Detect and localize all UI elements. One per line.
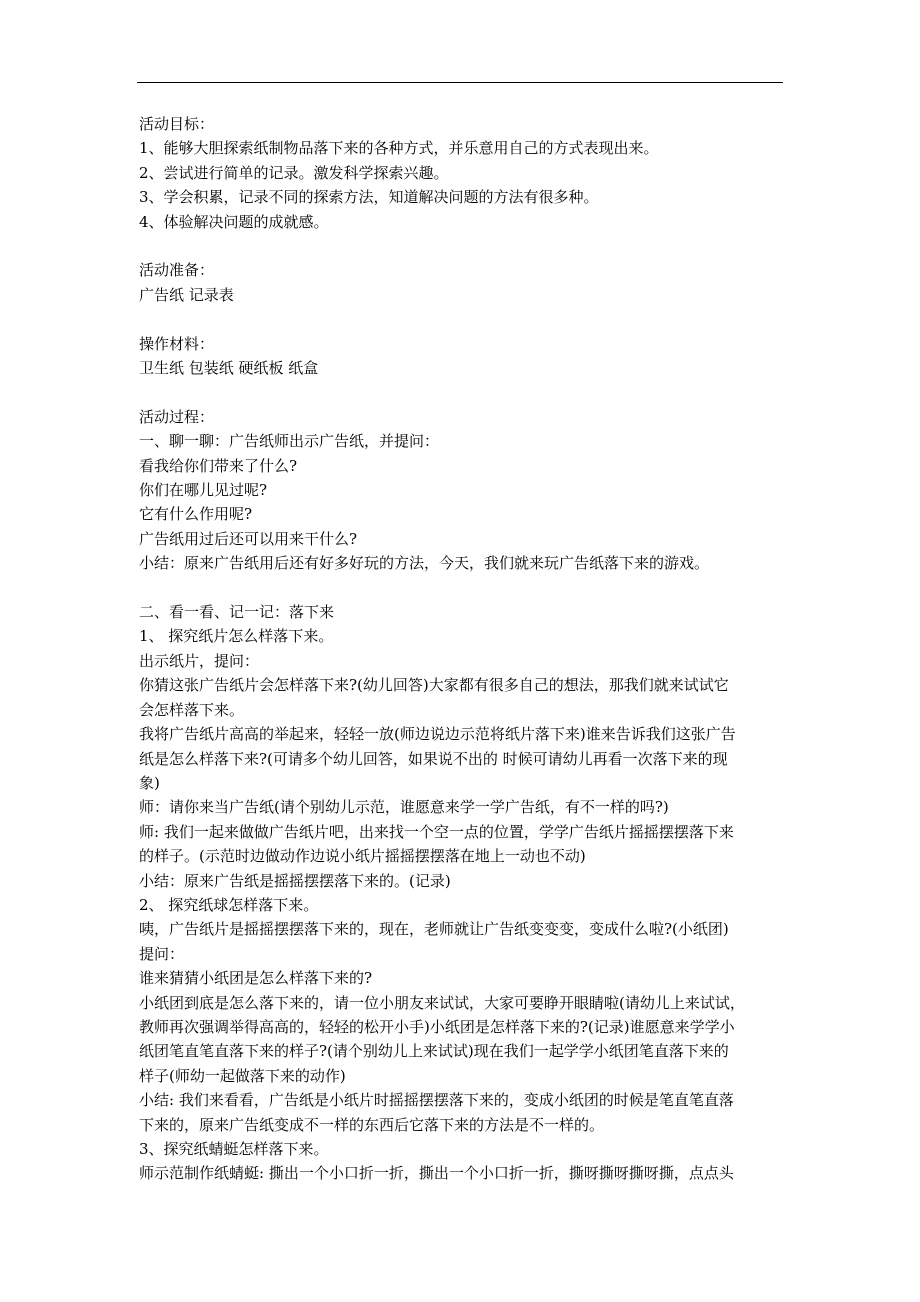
text-line: 1、 探究纸片怎么样落下来。 xyxy=(139,627,334,646)
text-line: 师示范制作纸蜻蜓: 撕出一个小口折一折，撕出一个小口折一折，撕呀撕呀撕呀撕，点点头 xyxy=(139,1164,734,1183)
text-line: 谁来猜猜小纸团是怎么样落下来的? xyxy=(139,969,373,988)
text-line: 提问： xyxy=(139,944,185,963)
text-line: 小结：原来广告纸是摇摇摆摆落下来的。(记录) xyxy=(139,871,451,890)
text-line: 纸是怎么样落下来?(可请多个幼儿回答，如果说不出的 时候可请幼儿再看一次落下来的现 xyxy=(139,749,728,768)
text-line: 小结: 我们来看看，广告纸是小纸片时摇摇摆摆落下来的，变成小纸团的时候是笔直笔直落 xyxy=(139,1091,734,1110)
text-line: 你们在哪儿见过呢? xyxy=(139,481,268,500)
text-line: 师：请你来当广告纸(请个别幼儿示范，谁愿意来学一学广告纸，有不一样的吗?) xyxy=(139,798,669,817)
text-line: 小结：原来广告纸用后还有好多好玩的方法，今天，我们就来玩广告纸落下来的游戏。 xyxy=(139,554,710,573)
text-line: 我将广告纸片高高的举起来，轻轻一放(师边说边示范将纸片落下来)谁来告诉我们这张广告 xyxy=(139,725,736,744)
text-line: 4、体验解决问题的成就感。 xyxy=(139,212,329,231)
blank-line xyxy=(139,576,787,600)
text-line: 样子(师幼一起做落下来的动作) xyxy=(139,1066,346,1085)
text-line: 咦，广告纸片是摇摇摆摆落下来的，现在，老师就让广告纸变变变，变成什么啦?(小纸团) xyxy=(139,920,729,939)
text-line: 象) xyxy=(139,773,160,792)
text-line: 广告纸 记录表 xyxy=(139,285,234,304)
text-line: 下来的，原来广告纸变成不一样的东西后它落下来的方法是不一样的。 xyxy=(139,1115,605,1134)
text-line: 活动过程： xyxy=(139,407,215,426)
text-line: 纸团笔直笔直落下来的样子?(请个别幼儿上来试试)现在我们一起学学小纸团笔直落下来的 xyxy=(139,1042,729,1061)
blank-line xyxy=(139,234,787,258)
text-line: 它有什么作用呢? xyxy=(139,505,253,524)
text-line: 你猜这张广告纸片会怎样落下来?(幼儿回答)大家都有很多自己的想法，那我们就来试试它 xyxy=(139,676,729,695)
text-line: 2、 探究纸球怎样落下来。 xyxy=(139,895,319,914)
blank-line xyxy=(139,307,787,331)
text-line: 卫生纸 包装纸 硬纸板 纸盒 xyxy=(139,359,319,378)
text-line: 3、探究纸蜻蜓怎样落下来。 xyxy=(139,1140,329,1158)
text-line: 活动准备： xyxy=(139,261,215,280)
text-line: 活动目标： xyxy=(139,115,215,133)
text-line: 2、尝试进行简单的记录。激发科学探索兴趣。 xyxy=(139,163,449,182)
text-line: 的样子。(示范时边做动作边说小纸片摇摇摆摆落在地上一动也不动) xyxy=(139,847,586,866)
text-line: 会怎样落下来。 xyxy=(139,700,245,719)
text-line: 小纸团到底是怎么落下来的，请一位小朋友来试试，大家可要睁开眼睛啦(请幼儿上来试试， xyxy=(139,993,745,1012)
text-line: 3、学会积累，记录不同的探索方法，知道解决问题的方法有很多种。 xyxy=(139,188,599,207)
document-body xyxy=(139,112,787,1186)
text-line: 一、聊一聊：广告纸师出示广告纸，并提问： xyxy=(139,432,440,451)
text-line: 教师再次强调举得高高的，轻轻的松开小手)小纸团是怎样落下来的?(记录)谁愿意来学学小 xyxy=(139,1017,735,1036)
blank-line xyxy=(139,380,787,404)
text-line: 二、看一看、记一记：落下来 xyxy=(139,603,335,622)
text-line: 1、能够大胆探索纸制物品落下来的各种方式，并乐意用自己的方式表现出来。 xyxy=(139,139,659,158)
text-line: 操作材料： xyxy=(139,334,215,353)
header-rule xyxy=(137,82,783,83)
text-line: 广告纸用过后还可以用来干什么? xyxy=(139,529,358,548)
text-line: 看我给你们带来了什么? xyxy=(139,456,298,475)
text-line: 出示纸片，提问： xyxy=(139,651,260,670)
text-line: 师: 我们一起来做做广告纸片吧，出来找一个空一点的位置，学学广告纸片摇摇摆摆落下来 xyxy=(139,822,734,841)
